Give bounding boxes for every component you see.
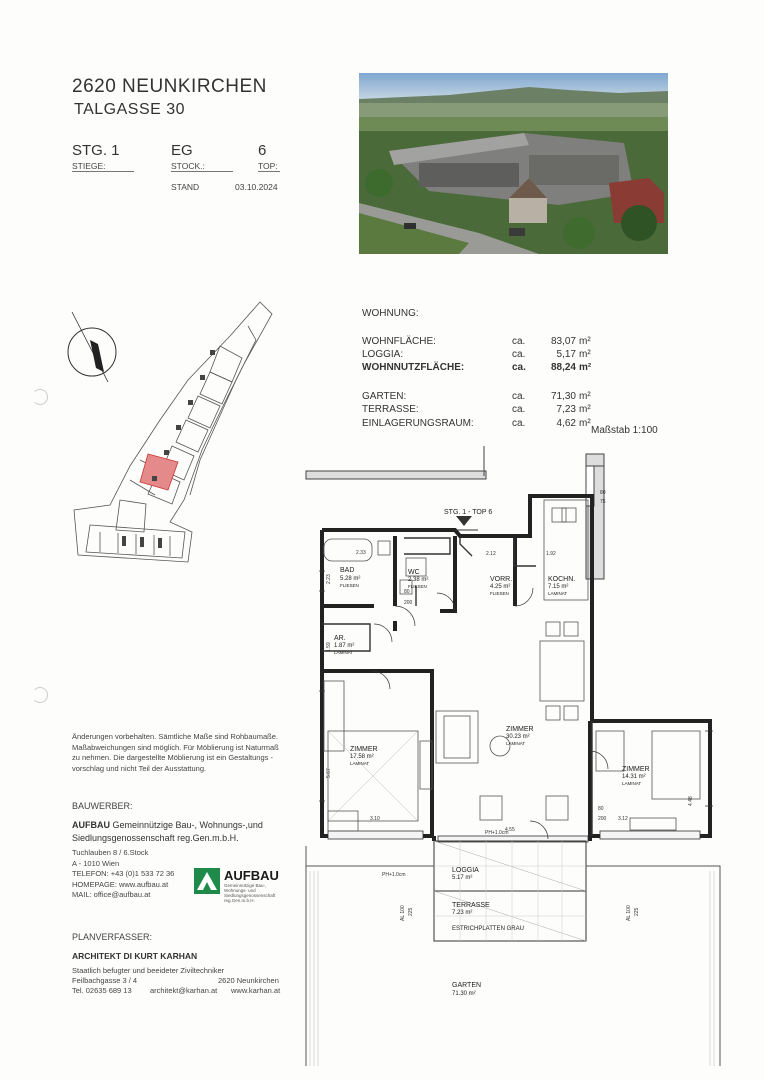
- architect-address: Feilbachgasse 3 / 4: [72, 976, 138, 985]
- dim-text: 75: [600, 499, 606, 505]
- area-value: 71,30: [550, 391, 576, 402]
- room-area: 4.25 m²: [490, 584, 511, 590]
- area-row-total: [362, 362, 662, 376]
- architect-web: www.karhan.at: [231, 986, 281, 995]
- room-name: VORR.: [490, 576, 513, 583]
- aufbau-logo-icon: [194, 868, 220, 894]
- scale-label: Maßstab 1:100: [591, 425, 658, 436]
- room-floor: LAMINAT: [622, 781, 642, 786]
- disclaimer: [72, 732, 292, 774]
- architect-email: architekt@karhan.at: [150, 986, 218, 995]
- aufbau-logo-sub: Gemeinnützige Bau-, Wohnungs- und Siedlungsgenossenschaft reg.Gen.m.b.H.: [224, 883, 276, 903]
- area-unit: m²: [579, 349, 591, 360]
- area-label: LOGGIA:: [362, 349, 404, 360]
- area-ca: ca.: [512, 391, 526, 402]
- planverfasser-heading: PLANVERFASSER:: [72, 932, 153, 942]
- homepage: HOMEPAGE: www.aufbau.at: [72, 879, 169, 889]
- dim-text: PH+1.0cm: [485, 830, 509, 836]
- architect-phone: Tel. 02635 689 13: [72, 986, 132, 995]
- room-name: WC: [408, 569, 420, 576]
- area-label: GARTEN:: [362, 391, 407, 402]
- stiege-label: STIEGE:: [72, 161, 134, 172]
- address-line: Tuchlauben 8 / 6.Stock: [72, 848, 149, 857]
- room-name: ZIMMER: [622, 766, 650, 773]
- room-area: 7.23 m²: [452, 910, 473, 916]
- area-value: 4,62: [556, 418, 576, 429]
- bauwerber-name-rest: Gemeinnützige Bau-, Wohnungs-,und: [110, 820, 263, 830]
- room-area: 5.28 m²: [340, 576, 361, 582]
- area-label: EINLAGERUNGSRAUM:: [362, 418, 474, 429]
- room-area: 17.58 m²: [350, 754, 374, 760]
- area-unit: m²: [579, 391, 591, 402]
- room-area: 1.87 m²: [334, 643, 355, 649]
- room-name: BAD: [340, 567, 355, 574]
- terrace-floor: ESTRICHPLATTEN GRAU: [452, 926, 524, 932]
- bauwerber-name-line2: Siedlungsgenossenschaft reg.Gen.m.b.H.: [72, 833, 239, 843]
- dim-text: 3.12: [618, 816, 628, 822]
- stock-value: EG: [171, 142, 193, 159]
- entrance-marker-icon: [456, 516, 472, 526]
- dim-text: 80: [598, 806, 604, 812]
- dim-text: 2.33: [356, 550, 366, 556]
- area-row: [362, 391, 662, 405]
- top-value: 6: [258, 142, 267, 159]
- area-value: 83,07: [550, 336, 576, 347]
- street-title: TALGASSE 30: [74, 101, 186, 118]
- stiege-value: STG. 1: [72, 142, 120, 159]
- address-line: A - 1010 Wien: [72, 858, 120, 868]
- dim-text: 200: [598, 816, 607, 822]
- stand-date: 03.10.2024: [235, 182, 278, 192]
- room-area: 14.31 m²: [622, 774, 646, 780]
- mail: MAIL: office@aufbau.at: [72, 890, 151, 899]
- dim-text: 200: [404, 600, 413, 606]
- room-name: TERRASSE: [452, 902, 490, 909]
- area-ca: ca.: [512, 404, 526, 415]
- area-table: [362, 336, 662, 436]
- area-ca: ca.: [512, 336, 526, 347]
- room-area: 30.23 m²: [506, 734, 530, 740]
- area-unit: m²: [579, 336, 591, 347]
- disclaimer-line: vorschlag und nicht Teil der Ausstattung.: [72, 763, 207, 773]
- stand-label: STAND: [171, 182, 200, 192]
- highlighted-unit: [140, 454, 178, 490]
- bauwerber-heading: BAUWERBER:: [72, 801, 133, 811]
- room-floor: LAMINAT: [506, 741, 526, 746]
- architect-line1: Staatlich befugter und beeideter Ziviltechniker: [72, 966, 225, 975]
- bauwerber-contact: [72, 848, 202, 901]
- area-label: WOHNNUTZFLÄCHE:: [362, 362, 465, 373]
- building-rendering: [359, 73, 668, 254]
- north-arrow-icon: [68, 312, 116, 382]
- room-name: ZIMMER: [506, 726, 534, 733]
- area-unit: m²: [579, 404, 591, 415]
- room-floor: LAMINAT: [350, 761, 370, 766]
- room-floor: FLIESEN: [490, 591, 509, 596]
- disclaimer-line: Maßabweichungen sind möglich. Für Möblierung ist Naturmaß: [72, 742, 279, 752]
- punch-hole: [32, 389, 48, 405]
- dim-text: 1.92: [546, 551, 556, 557]
- floor-plan: [300, 446, 730, 1066]
- area-ca: ca.: [512, 349, 526, 360]
- bauwerber-name: [72, 820, 263, 830]
- area-row: [362, 404, 662, 418]
- top-label: TOP:: [258, 161, 280, 172]
- dim-text: 4.55: [505, 827, 515, 833]
- architect-name: ARCHITEKT DI KURT KARHAN: [72, 951, 198, 961]
- dim-text: 2.12: [486, 551, 496, 557]
- city-title: 2620 NEUNKIRCHEN: [72, 76, 267, 97]
- area-unit: m²: [579, 418, 591, 429]
- room-area: 5.17 m²: [452, 875, 473, 881]
- area-label: TERRASSE:: [362, 404, 419, 415]
- stock-label: STOCK.:: [171, 161, 233, 172]
- punch-hole: [32, 687, 48, 703]
- area-value: 7,23: [556, 404, 576, 415]
- area-row: [362, 336, 662, 350]
- room-name: GARTEN: [452, 982, 482, 989]
- dim-text: AL 100: [400, 905, 406, 921]
- wohnung-heading: WOHNUNG:: [362, 308, 419, 319]
- room-name: AR.: [334, 635, 346, 642]
- bauwerber-name-bold: AUFBAU: [72, 820, 110, 830]
- dim-text: 225: [634, 907, 640, 916]
- room-floor: FLIESEN: [408, 584, 427, 589]
- area-ca: ca.: [512, 418, 526, 429]
- dim-text: 3.10: [370, 816, 380, 822]
- dim-text: 80: [600, 490, 606, 496]
- room-name: KOCHN.: [548, 576, 576, 583]
- area-label: WOHNFLÄCHE:: [362, 336, 436, 347]
- area-value: 5,17: [556, 349, 576, 360]
- dim-text: 225: [408, 907, 414, 916]
- phone: TELEFON: +43 (0)1 533 72 36: [72, 869, 175, 878]
- room-floor: LAMINAT: [334, 650, 354, 655]
- room-floor: LAMINAT: [548, 591, 568, 596]
- architect-city: 2620 Neunkirchen: [218, 976, 279, 985]
- area-unit: m²: [579, 362, 592, 373]
- site-plan: [60, 300, 290, 580]
- disclaimer-line: Änderungen vorbehalten. Sämtliche Maße sind Rohbaumaße.: [72, 732, 278, 741]
- aufbau-logo-text: AUFBAU: [224, 868, 279, 883]
- room-area: 2.38 m²: [408, 577, 429, 583]
- dim-text: 4.48: [688, 796, 694, 806]
- area-row: [362, 349, 662, 363]
- area-ca: ca.: [512, 362, 526, 373]
- room-name: LOGGIA: [452, 867, 479, 874]
- unit-label: STG. 1 - TOP 6: [444, 509, 493, 516]
- room-area: 7.15 m²: [548, 584, 569, 590]
- dim-text: 5.67: [326, 768, 332, 778]
- dim-text: 1.59: [326, 642, 332, 652]
- dim-text: 80: [404, 589, 410, 595]
- room-floor: FLIESEN: [340, 583, 359, 588]
- room-name: ZIMMER: [350, 746, 378, 753]
- dim-text: PH+1.0cm: [382, 872, 406, 878]
- dim-text: AL 100: [626, 905, 632, 921]
- dim-text: 2.23: [326, 574, 332, 584]
- area-value: 88,24: [550, 362, 576, 373]
- disclaimer-line: zu nehmen. Die dargestellte Möblierung ist ein Gestaltungs -: [72, 753, 273, 762]
- room-area: 71.30 m²: [452, 991, 476, 997]
